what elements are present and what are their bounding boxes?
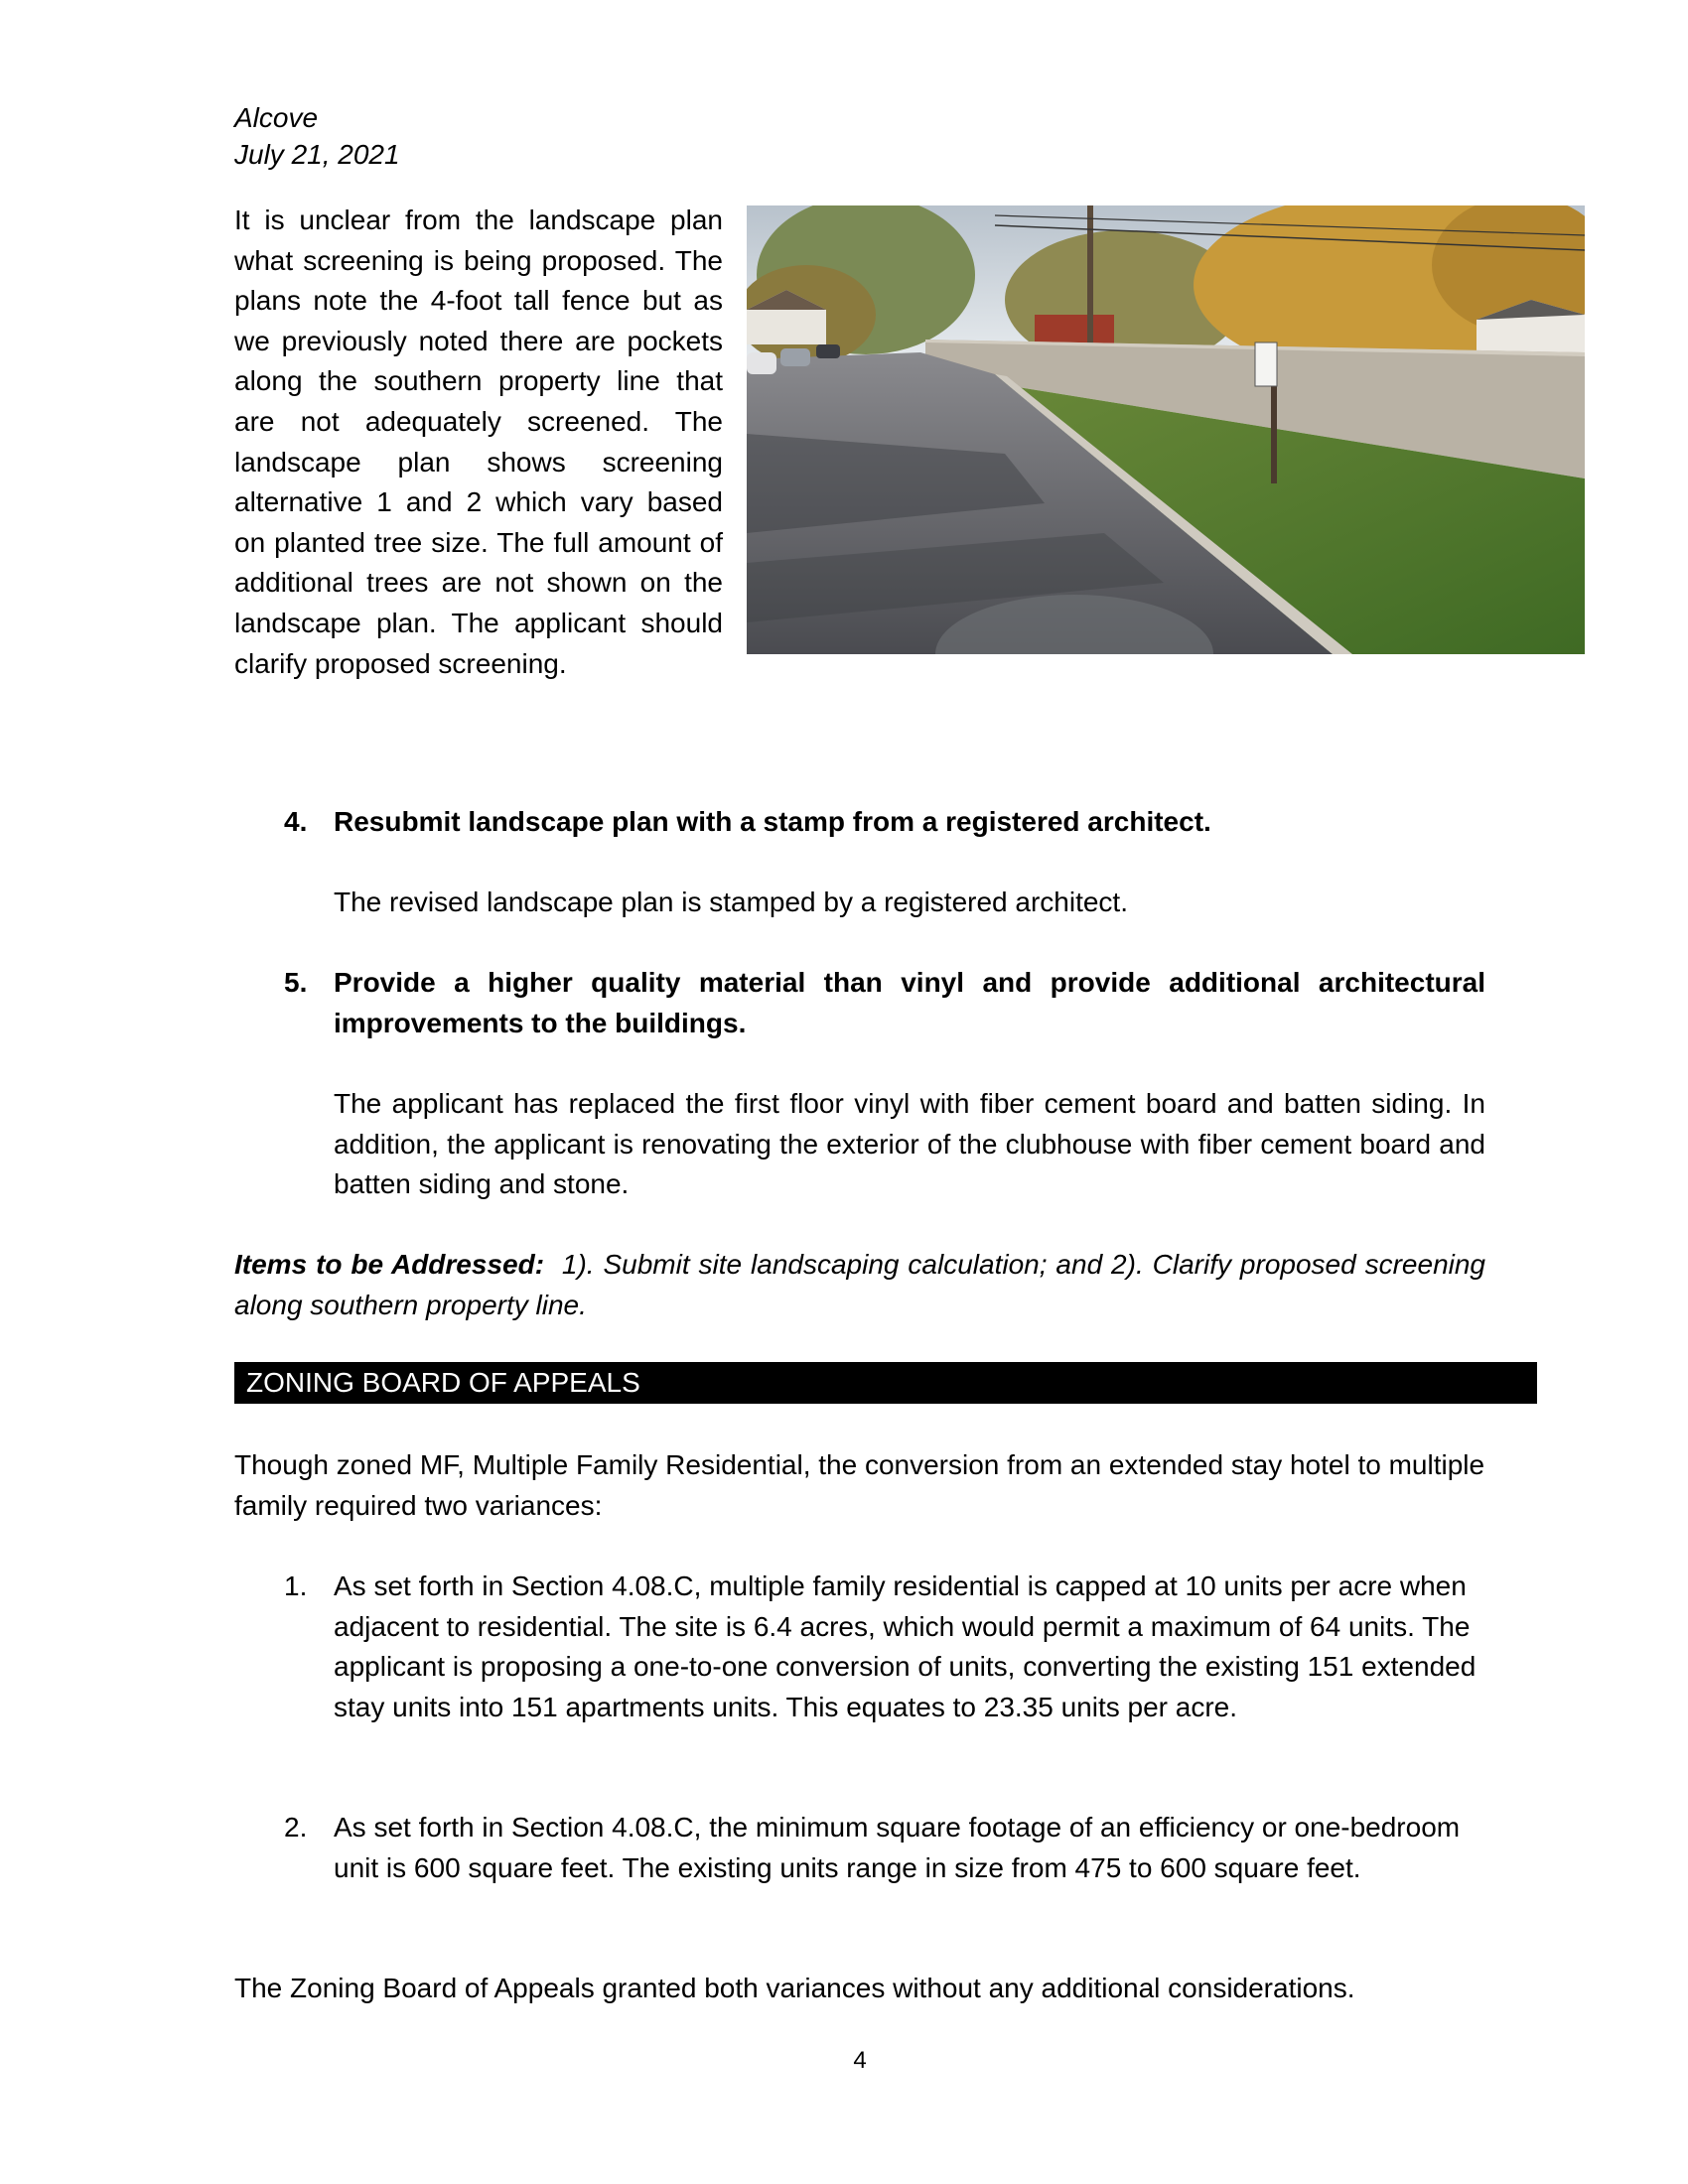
items-to-address-label: Items to be Addressed: — [234, 1249, 545, 1280]
page-number: 4 — [853, 2047, 867, 2074]
list-item-5 — [284, 963, 1485, 1043]
item-heading: Provide a higher quality material than vinyl and provide additional architectural improvements to the buildings. — [334, 967, 1485, 1038]
street-view-photo — [747, 205, 1585, 654]
section-intro: Though zoned MF, Multiple Family Residential, the conversion from an extended stay hotel to multiple family required two variances: — [234, 1449, 1485, 1521]
intro-paragraph: It is unclear from the landscape plan what screening is being proposed. The plans note the 4-foot tall fence but as we previously noted there are pockets along the southern property line that are not adequately screened. The landscape plan shows screening alternative 1 and 2 which vary based on planted tree size. The full amount of additional trees are not shown on the landscape plan. The applicant should clarify proposed screening. — [234, 205, 723, 679]
item-response: The revised landscape plan is stamped by a registered architect. — [334, 887, 1128, 917]
section-heading: ZONING BOARD OF APPEALS — [234, 1362, 1537, 1404]
variance-text: As set forth in Section 4.08.C, the minimum square footage of an efficiency or one-bedroom unit is 600 square feet. The existing units range in size from 475 to 600 square feet. — [334, 1812, 1461, 1883]
header-date: July 21, 2021 — [234, 139, 400, 170]
item-heading: Resubmit landscape plan with a stamp from a registered architect. — [334, 806, 1211, 837]
items-to-address — [234, 1245, 1485, 1325]
variance-item — [284, 1567, 1485, 1727]
section-conclusion: The Zoning Board of Appeals granted both variances without any additional considerations. — [234, 1973, 1355, 2003]
variance-item — [284, 1808, 1485, 1888]
variance-number: 1. — [284, 1570, 308, 1601]
variance-text: As set forth in Section 4.08.C, multiple family residential is capped at 10 units per acre when adjacent to residential. The site is 6.4 acres, which would permit a maximum of 64 units. The applicant is proposing a one-to-one conversion of units, converting the existing 151 extended stay units into 151 apartments units. This equates to 23.35 units per acre. — [334, 1570, 1477, 1722]
item-number: 5. — [284, 967, 308, 998]
items-to-address-text: 1). Submit site landscaping calculation; and 2). Clarify proposed screening along southern property line. — [234, 1249, 1486, 1320]
item-response: The applicant has replaced the first floor vinyl with fiber cement board and batten siding. In addition, the applicant is renovating the exterior of the clubhouse with fiber cement board and batten siding and stone. — [334, 1088, 1485, 1200]
header-company: Alcove — [234, 102, 319, 133]
document-page — [234, 0, 1485, 2184]
list-item-4 — [284, 802, 1485, 843]
variance-number: 2. — [284, 1812, 308, 1843]
item-number: 4. — [284, 806, 308, 837]
